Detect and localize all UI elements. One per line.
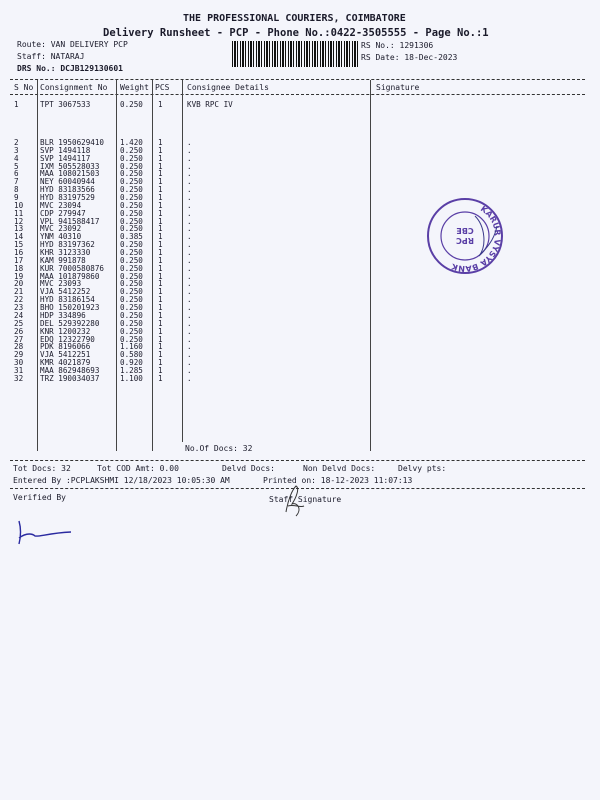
row-pcs: 1	[158, 161, 163, 171]
row-consignee-dot: .	[187, 310, 192, 320]
row-weight: 0.250	[120, 208, 143, 218]
row-consignment: TPT 3067533	[40, 100, 91, 109]
row-consignment: SVP 1494118	[40, 145, 91, 155]
stamp-inner-cbe: CBE	[456, 226, 474, 235]
row-pcs: 1	[158, 145, 163, 155]
row-consignment: KAM 991878	[40, 255, 86, 265]
row-consignment: HYD 83183566	[40, 185, 95, 195]
staff-signature-label: Staff Signature	[269, 495, 342, 504]
row-weight: 0.250	[120, 318, 143, 328]
row-pcs: 1	[158, 365, 163, 375]
stamp-outer-text: KARUR VYSYA BANK	[450, 204, 503, 274]
row-consignment: VPL 941588417	[40, 216, 100, 226]
no-of-docs: No.Of Docs: 32	[185, 444, 253, 453]
row-consignee-dot: .	[187, 263, 192, 273]
rs-date: RS Date: 18-Dec-2023	[361, 53, 458, 62]
row-pcs: 1	[158, 185, 163, 195]
verified-signature	[15, 518, 75, 548]
company-name: THE PROFESSIONAL COURIERS, COIMBATORE	[183, 13, 406, 24]
row-sno: 2	[14, 138, 19, 147]
row-consignment: MAA 101879860	[40, 271, 100, 281]
col-header-sno: S No	[14, 83, 34, 92]
row-weight: 0.250	[120, 145, 143, 155]
row-weight: 0.250	[120, 224, 143, 234]
row-consignee-dot: .	[187, 255, 192, 265]
row-pcs: 1	[158, 177, 163, 187]
row-consignment: IXM 505528033	[40, 161, 100, 171]
row-consignee-dot: .	[187, 138, 192, 147]
row-pcs: 1	[158, 248, 163, 258]
row-weight: 0.250	[120, 177, 143, 187]
row-sno: 23	[14, 303, 24, 313]
tot-docs: Tot Docs: 32	[13, 464, 71, 473]
row-sno: 8	[14, 185, 19, 195]
route-label: Route: VAN DELIVERY PCP	[17, 40, 128, 49]
row-sno: 28	[14, 342, 24, 352]
row-pcs: 1	[158, 358, 163, 368]
row-weight: 0.385	[120, 232, 143, 242]
row-sno: 11	[14, 208, 24, 218]
col-line	[116, 80, 117, 451]
runsheet-title: Delivery Runsheet - PCP - Phone No.:0422-3505555 - Page No.:1	[103, 27, 489, 39]
row-weight: 0.250	[120, 240, 143, 250]
row-consignee-dot: .	[187, 208, 192, 218]
row-weight: 0.250	[120, 271, 143, 281]
printed-on: Printed on: 18-12-2023 11:07:13	[263, 476, 413, 485]
row-pcs: 1	[158, 318, 163, 328]
row-sno: 7	[14, 177, 19, 187]
row-consignment: HYD 83197529	[40, 193, 95, 203]
row-consignment: CDP 279947	[40, 208, 86, 218]
row-consignee-dot: .	[187, 200, 192, 210]
col-line	[152, 80, 153, 451]
row-pcs: 1	[158, 263, 163, 273]
row-pcs: 1	[158, 350, 163, 360]
row-consignment: VJA 5412251	[40, 350, 91, 360]
row-sno: 30	[14, 358, 24, 368]
divider-header	[10, 94, 585, 95]
row-weight: 0.250	[120, 200, 143, 210]
row-sno: 1	[14, 100, 19, 109]
row-consignment: EDQ 12322790	[40, 334, 95, 344]
row-pcs: 1	[158, 169, 163, 179]
row-consignment: MVC 23094	[40, 200, 82, 210]
row-consignee-dot: .	[187, 177, 192, 187]
row-pcs: 1	[158, 208, 163, 218]
divider-top	[10, 79, 585, 80]
row-sno: 32	[14, 373, 24, 383]
row-consignment: HYD 83197362	[40, 240, 95, 250]
row-weight: 0.250	[120, 310, 143, 320]
row-pcs: 1	[158, 100, 163, 109]
row-weight: 0.250	[120, 334, 143, 344]
row-consignee-dot: .	[187, 358, 192, 368]
verified-by: Verified By	[13, 493, 66, 502]
row-sno: 6	[14, 169, 19, 179]
delvy-pts: Delvy pts:	[398, 464, 447, 473]
delvd-docs: Delvd Docs:	[222, 464, 275, 473]
row-sno: 12	[14, 216, 24, 226]
row-sno: 15	[14, 240, 24, 250]
row-consignee-dot: .	[187, 334, 192, 344]
row-sno: 27	[14, 334, 24, 344]
row-pcs: 1	[158, 232, 163, 242]
row-weight: 0.250	[120, 216, 143, 226]
row-sno: 25	[14, 318, 24, 328]
row-consignee-dot: .	[187, 350, 192, 360]
row-sno: 16	[14, 248, 24, 258]
row-consignment: KMR 4021879	[40, 358, 91, 368]
row-pcs: 1	[158, 303, 163, 313]
entered-by: Entered By :PCPLAKSHMI 12/18/2023 10:05:30 AM	[13, 476, 230, 485]
row-weight: 0.580	[120, 350, 143, 360]
row-consignee-dot: .	[187, 279, 192, 289]
row-weight: 1.160	[120, 342, 143, 352]
row-sno: 5	[14, 161, 19, 171]
row-consignee-dot: .	[187, 232, 192, 242]
row-sno: 26	[14, 326, 24, 336]
row-weight: 0.920	[120, 358, 143, 368]
row-consignment: HYD 83186154	[40, 295, 95, 305]
row-sno: 31	[14, 365, 24, 375]
col-header-signature: Signature	[376, 83, 420, 92]
row-consignment: MAA 862948693	[40, 365, 100, 375]
row-pcs: 1	[158, 373, 163, 383]
row-weight: 0.250	[120, 153, 143, 163]
row-sno: 10	[14, 200, 24, 210]
row-consignee-dot: .	[187, 185, 192, 195]
row-weight: 0.250	[120, 287, 143, 297]
row-sno: 22	[14, 295, 24, 305]
row-consignment: MVC 23093	[40, 279, 82, 289]
row-consignment: HDP 334896	[40, 310, 86, 320]
row-consignee-dot: .	[187, 224, 192, 234]
col-header-weight: Weight	[120, 83, 149, 92]
row-pcs: 1	[158, 295, 163, 305]
row-pcs: 1	[158, 255, 163, 265]
row-weight: 0.250	[120, 185, 143, 195]
row-weight: 0.250	[120, 100, 143, 109]
col-header-consignment: Consignment No	[40, 83, 108, 92]
row-consignee-dot: .	[187, 303, 192, 313]
col-header-pcs: PCS	[155, 83, 170, 92]
non-delvd-docs: Non Delvd Docs:	[303, 464, 376, 473]
row-sno: 29	[14, 350, 24, 360]
col-line	[370, 80, 371, 451]
row-consignee-dot: .	[187, 153, 192, 163]
row-consignment: VJA 5412252	[40, 287, 91, 297]
col-line	[37, 80, 38, 451]
row-consignee-dot: .	[187, 287, 192, 297]
row-weight: 1.420	[120, 138, 143, 147]
row-sno: 21	[14, 287, 24, 297]
row-pcs: 1	[158, 271, 163, 281]
row-weight: 0.250	[120, 248, 143, 258]
row-pcs: 1	[158, 240, 163, 250]
row-consignee-dot: .	[187, 318, 192, 328]
row-consignee-dot: .	[187, 342, 192, 352]
row-weight: 0.250	[120, 169, 143, 179]
row-consignment: MVC 23092	[40, 224, 82, 234]
row-pcs: 1	[158, 279, 163, 289]
row-weight: 1.285	[120, 365, 143, 375]
row-weight: 0.250	[120, 193, 143, 203]
row-consignee-dot: .	[187, 193, 192, 203]
divider-bottom	[10, 460, 585, 461]
row-pcs: 1	[158, 326, 163, 336]
row-consignee-dot: .	[187, 365, 192, 375]
row-consignment: PDK 8196066	[40, 342, 91, 352]
row-consignment: KHR 3123330	[40, 248, 91, 258]
tot-cod: Tot COD Amt: 0.00	[97, 464, 179, 473]
barcode	[232, 41, 358, 67]
bank-stamp	[425, 196, 505, 276]
row-weight: 0.250	[120, 255, 143, 265]
col-header-consignee: Consignee Details	[187, 83, 269, 92]
row-sno: 20	[14, 279, 24, 289]
row-pcs: 1	[158, 216, 163, 226]
row-pcs: 1	[158, 224, 163, 234]
row-consignee-dot: .	[187, 271, 192, 281]
row-consignee-dot: .	[187, 248, 192, 258]
stamp-inner-rpc: RPC	[456, 236, 474, 245]
row-consignee-dot: .	[187, 169, 192, 179]
row-pcs: 1	[158, 138, 163, 147]
row-sno: 9	[14, 193, 19, 203]
row-sno: 19	[14, 271, 24, 281]
row-weight: 0.250	[120, 263, 143, 273]
row-pcs: 1	[158, 200, 163, 210]
row-consignment: KNR 1200232	[40, 326, 91, 336]
row-consignment: KUR 7000580876	[40, 263, 105, 273]
row-consignee-dot: .	[187, 326, 192, 336]
rs-number: RS No.: 1291306	[361, 41, 434, 50]
row-consignee-dot: .	[187, 216, 192, 226]
row-pcs: 1	[158, 287, 163, 297]
row-sno: 17	[14, 255, 24, 265]
row-weight: 1.100	[120, 373, 143, 383]
row-pcs: 1	[158, 310, 163, 320]
row-consignee-dot: .	[187, 373, 192, 383]
row-weight: 0.250	[120, 279, 143, 289]
row-sno: 4	[14, 153, 19, 163]
col-line	[182, 80, 183, 442]
row-consignment: SVP 1494117	[40, 153, 91, 163]
row-pcs: 1	[158, 193, 163, 203]
row-weight: 0.250	[120, 303, 143, 313]
staff-signature-scribble	[278, 482, 308, 522]
row-consignment: BHO 150201923	[40, 303, 100, 313]
row-weight: 0.250	[120, 161, 143, 171]
row-sno: 18	[14, 263, 24, 273]
row-sno: 13	[14, 224, 24, 234]
row-consignment: TRZ 190034037	[40, 373, 100, 383]
row-consignment: NEY 60040944	[40, 177, 95, 187]
row-pcs: 1	[158, 342, 163, 352]
row-pcs: 1	[158, 153, 163, 163]
drs-number: DRS No.: DCJB129130601	[17, 64, 123, 73]
row-sno: 14	[14, 232, 24, 242]
row-weight: 0.250	[120, 295, 143, 305]
row-consignment: YNM 40310	[40, 232, 82, 242]
row-sno: 3	[14, 145, 19, 155]
row-consignment: MAA 108021503	[40, 169, 100, 179]
row-consignment: DEL 529392280	[40, 318, 100, 328]
row-pcs: 1	[158, 334, 163, 344]
row-sno: 24	[14, 310, 24, 320]
row-weight: 0.250	[120, 326, 143, 336]
row-consignee-dot: .	[187, 240, 192, 250]
row-consignee: KVB RPC IV	[187, 100, 233, 109]
row-consignee-dot: .	[187, 295, 192, 305]
row-consignee-dot: .	[187, 161, 192, 171]
row-consignment: BLR 1950629410	[40, 138, 105, 147]
row-consignee-dot: .	[187, 145, 192, 155]
staff-label: Staff: NATARAJ	[17, 52, 85, 61]
